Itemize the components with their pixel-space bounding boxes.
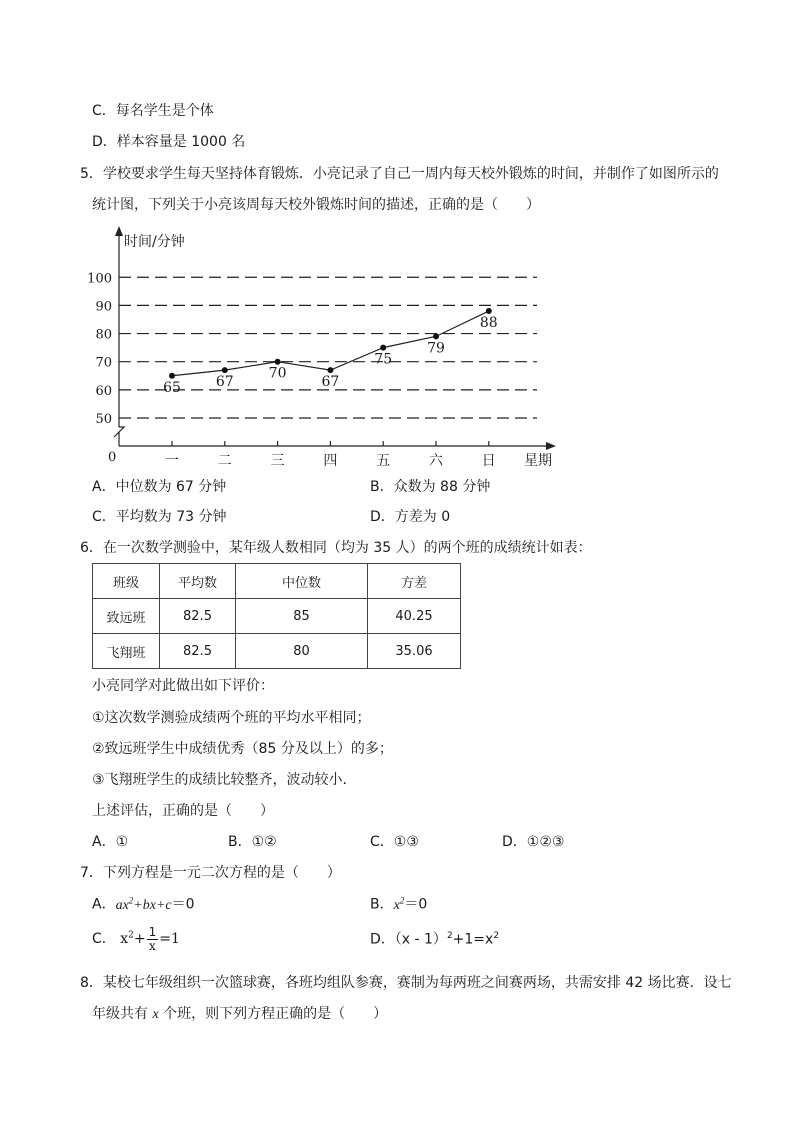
data-point <box>222 367 228 373</box>
table-header-mean: 平均数 <box>160 564 236 599</box>
y-axis-arrow <box>115 226 123 236</box>
data-label: 70 <box>268 365 287 382</box>
data-point <box>433 333 439 339</box>
x-tick-label: 三 <box>270 453 285 469</box>
q7-option-b-tail: ＝0 <box>404 896 428 913</box>
fraction <box>147 926 159 952</box>
q6-stem: 6．在一次数学测验中，某年级人数相同（均为 35 人）的两个班的成绩统计如表： <box>80 540 592 556</box>
y-tick-label: 50 <box>95 412 112 427</box>
q6-option-d: D．①②③ <box>502 834 565 850</box>
table-cell: 82.5 <box>160 599 236 634</box>
data-label: 65 <box>163 379 181 396</box>
q6-option-b: B．①② <box>228 834 277 850</box>
origin-label: 0 <box>108 450 117 465</box>
q5-stem-line1: 5．学校要求学生每天坚持体育锻炼．小亮记录了自己一周内每天校外锻炼的时间，并制作了如图所示的 <box>80 166 719 182</box>
q8-stem-line2 <box>92 1007 387 1022</box>
y-tick-label: 100 <box>87 271 112 287</box>
data-point <box>275 359 281 365</box>
q8-stem-part-b: 个班，则下列方程正确的是（ ） <box>163 1006 388 1022</box>
q6-comment-intro: 小亮同学对此做出如下评价： <box>92 678 274 694</box>
q7-option-b <box>370 896 427 913</box>
x-tick-label: 四 <box>323 453 338 469</box>
q5-option-a: A．中位数为 67 分钟 <box>92 479 227 495</box>
y-axis-label: 时间/分钟 <box>124 234 185 250</box>
x-axis-arrow <box>546 442 556 450</box>
table-header-class: 班级 <box>93 564 160 599</box>
data-point <box>327 367 333 373</box>
x-tick-label: 日 <box>481 453 496 469</box>
table-cell: 85 <box>236 599 368 634</box>
x-tick-label: 一 <box>165 453 179 469</box>
y-tick-label: 60 <box>95 383 112 399</box>
y-tick-label: 70 <box>95 355 112 371</box>
q6-option-c: C．①③ <box>370 834 419 850</box>
q7-option-d-tail: +1=x <box>452 931 494 948</box>
q8-variable-x: x <box>152 1007 159 1022</box>
data-label: 75 <box>374 351 393 368</box>
table-cell: 飞翔班 <box>93 634 160 669</box>
data-point <box>486 308 492 314</box>
q7-option-a-prefix: A． <box>92 896 116 913</box>
q7-option-b-prefix: B． <box>370 896 394 913</box>
q6-comment-3: ③飞翔班学生的成绩比较整齐，波动较小． <box>92 772 357 788</box>
table-cell: 35.06 <box>368 634 461 669</box>
table-cell: 82.5 <box>160 634 236 669</box>
y-tick-label: 90 <box>95 299 112 315</box>
data-point <box>169 373 175 379</box>
data-label: 67 <box>321 374 340 391</box>
q4-option-d: D．样本容量是 1000 名 <box>92 134 246 150</box>
x-axis-label: 星期 <box>524 453 552 469</box>
q7-option-c <box>92 926 180 952</box>
q7-stem: 7．下列方程是一元二次方程的是（ ） <box>80 865 341 881</box>
q7-option-d-prefix: D． <box>370 931 395 948</box>
q7-option-c-tail: =1 <box>159 931 180 948</box>
q7-option-a-tail: ＝0 <box>171 896 195 913</box>
y-tick-label: 80 <box>95 327 112 343</box>
q8-stem-line1: 8．某校七年级组织一次篮球赛，各班均组队参赛，赛制为每两班之间赛两场，共需安排 42 场比赛．设七 <box>80 975 732 991</box>
q6-option-a: A．① <box>92 834 129 850</box>
x-tick-label: 六 <box>429 453 443 469</box>
data-point <box>380 345 386 351</box>
q6-comment-1: ①这次数学测验成绩两个班的平均水平相同； <box>92 710 371 726</box>
exercise-time-line-chart <box>0 0 794 480</box>
table-header-row <box>93 564 461 599</box>
q7-option-a-formula: $ax^2+bx+c$ <box>115 895 172 913</box>
table-cell: 40.25 <box>368 599 461 634</box>
q7-option-c-formula: $x^2+$ <box>120 930 146 948</box>
table-header-variance: 方差 <box>368 564 461 599</box>
table-header-median: 中位数 <box>236 564 368 599</box>
q5-option-b: B．众数为 88 分钟 <box>370 479 491 495</box>
table-row <box>93 634 461 669</box>
q7-option-d: D．$(x - 1)^2+1=x^2$ <box>370 931 500 948</box>
q5-stem-line2: 统计图，下列关于小亮该周每天校外锻炼时间的描述，正确的是（ ） <box>92 197 540 213</box>
fraction-denominator: x <box>149 938 156 953</box>
q7-option-b-formula: $x^2$ <box>393 895 405 913</box>
x-tick-label: 五 <box>376 453 391 469</box>
table-cell: 80 <box>236 634 368 669</box>
x-tick-label: 二 <box>217 453 232 469</box>
fraction-numerator: 1 <box>148 925 157 939</box>
q5-option-d: D．方差为 0 <box>370 509 451 525</box>
score-stats-table <box>92 563 461 669</box>
data-label: 67 <box>215 374 234 391</box>
q4-option-c: C．每名学生是个体 <box>92 103 214 119</box>
q8-stem-part-a: 年级共有 <box>92 1006 148 1022</box>
table-row <box>93 599 461 634</box>
table-cell: 致远班 <box>93 599 160 634</box>
q7-option-a <box>92 896 195 913</box>
q6-question: 上述评估，正确的是（ ） <box>92 803 274 819</box>
q5-option-c: C．平均数为 73 分钟 <box>92 509 227 525</box>
q7-option-d-mid: （x - 1） <box>394 931 447 948</box>
q6-comment-2: ②致远班学生中成绩优秀（85 分及以上）的多； <box>92 741 393 757</box>
data-label: 88 <box>479 315 498 332</box>
q7-option-c-prefix: C． <box>92 931 116 948</box>
data-label: 79 <box>427 340 445 357</box>
